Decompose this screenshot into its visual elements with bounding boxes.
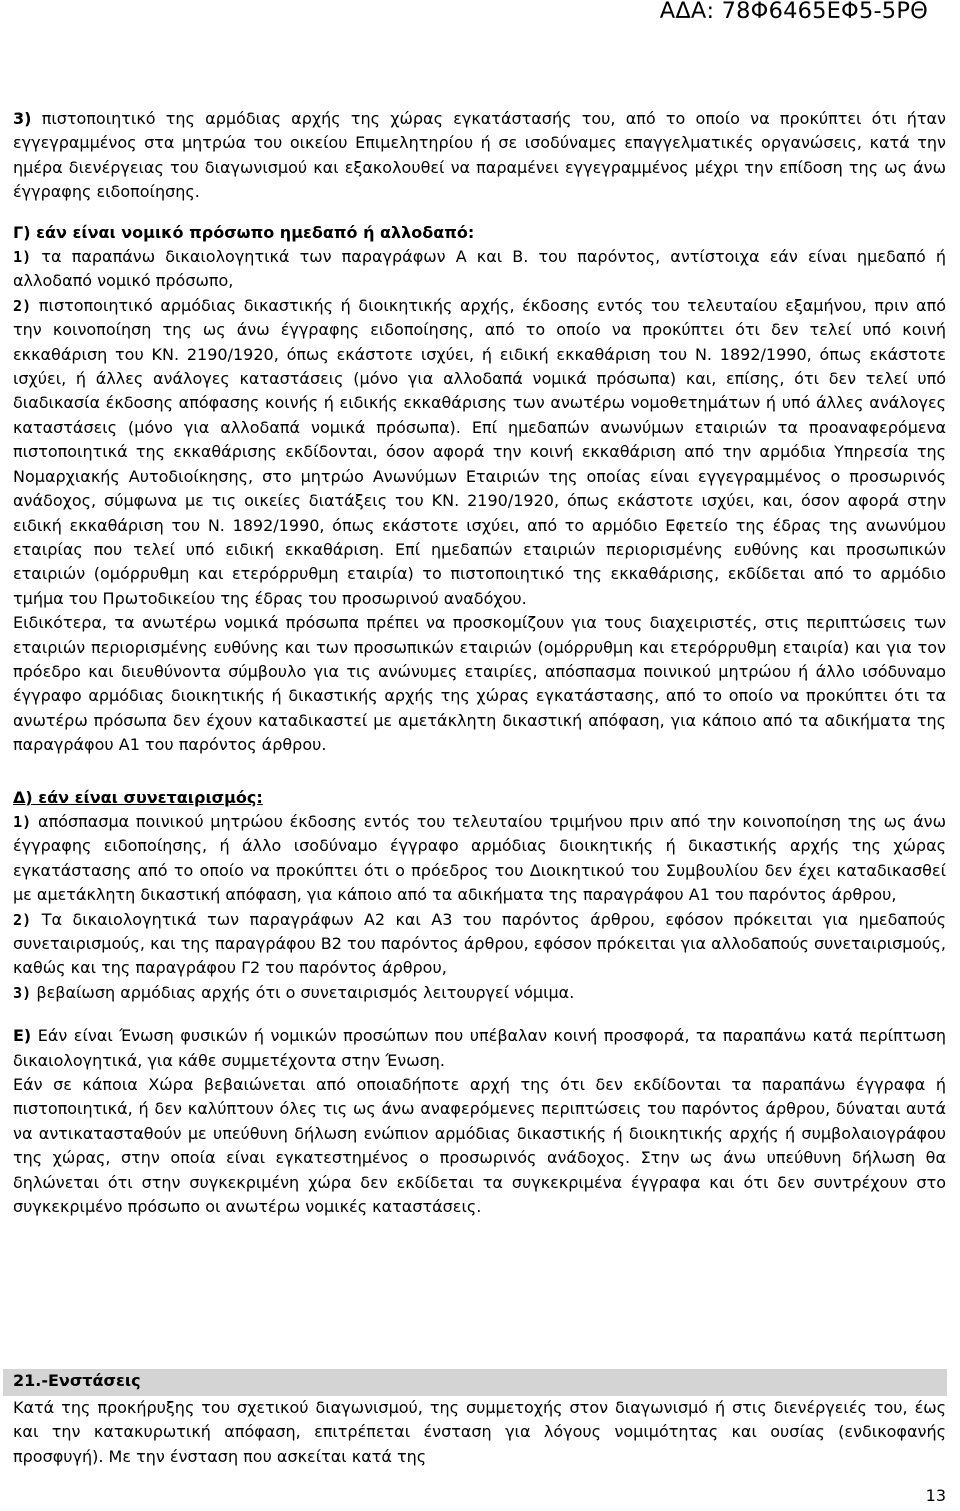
item-number: 3) (13, 983, 32, 1002)
paragraph-text: πιστοποιητικό της αρμόδιας αρχής της χώρας εγκατάστασής του, από το οποίο να προκύπτει ότι ήταν εγγεγραμμένος στα μητρώα του οικείου Επιμελητηρίου ή σε ισοδύναμες επαγγελματικές οργανώσεις, κατά την ημέρα διενέργειας του διαγωνισμού και εξακολουθεί να παραμένει εγγεγραμμένος μέχρι την επίδοση της ως άνω έγγραφης ειδοποίησης. (13, 109, 946, 202)
heading-e: Ε) (13, 1026, 32, 1046)
ada-code: ΑΔΑ: 78Φ6465ΕΦ5-5ΡΘ (659, 0, 928, 24)
g-item-2 (13, 294, 946, 611)
item-text: απόσπασμα ποινικού μητρώου έκδοσης εντός του τελευταίου τριμήνου πριν από την κοινοποίηση της ως άνω έγγραφης ειδοποίησης, ή άλλο ισοδύναμο έγγραφο αρμόδιας διοικητικής ή δικαστικής αρχής της χώρας εγκατάστασης από το οποίο να προκύπτει ότι ο πρόεδρος του Διοικητικού του Συμβουλίου δεν έχει καταδικασθεί με αμετάκλητη δικαστική απόφαση, για κάποιο από τα αδικήματα της παραγράφου Α1 του παρόντος άρθρου, (13, 811, 947, 905)
e-text-1: Εάν είναι Ένωση φυσικών ή νομικών προσώπων που υπέβαλαν κοινή προσφορά, τα παραπάνω κατά περίπτωση δικαιολογητικά, για κάθε συμμετέχοντα στην Ένωση. (13, 1026, 946, 1070)
heading-text: εάν είναι συνεταιρισμός: (32, 787, 263, 807)
g-item-1 (13, 245, 946, 294)
document-body (13, 107, 946, 1219)
page-number: 13 (925, 1486, 946, 1505)
g-extra: Ειδικότερα, τα ανωτέρω νομικά πρόσωπα πρέπει να προσκομίζουν για τους διαχειριστές, στις περιπτώσεις των εταιριών περιορισμένης ευθύνης και των προσωπικών εταιριών (ομόρρυθμη και ετερόρρυθμη εταιρία) και για τον πρόεδρο και διευθύνοντα σύμβουλο για τις ανώνυμες εταιρίες, απόσπασμα ποινικού μητρώου ή άλλο ισόδυναμο έγγραφο αρμόδιας διοικητικής ή δικαστικής αρχής της χώρας εγκατάστασης, από το οποίο να προκύπτει ότι τα ανωτέρω πρόσωπα δεν έχουν καταδικαστεί με αμετάκλητη δικαστική απόφαση, για κάποιο από τα αδικήματα της παραγράφου Α1 του παρόντος άρθρου. (13, 613, 946, 755)
d-item-2 (13, 908, 946, 981)
item-text: Τα δικαιολογητικά των παραγράφων Α2 και Α3 του παρόντος άρθρου, εφόσον πρόκειται για ημεδαπούς συνεταιρισμούς, και της παραγράφου Β2 του παρόντος άρθρου, εφόσον πρόκειται για αλλοδαπούς συνεταιρισμούς, καθώς και της παραγράφου Γ2 του παρόντος άρθρου, (13, 909, 946, 978)
item-number: 2) (13, 910, 32, 929)
item-number: 1) (13, 812, 32, 831)
section-21-text: Κατά της προκήρυξης του σχετικού διαγωνισμού, της συμμετοχής στον διαγωνισμό ή στις διενέργειές του, έως και την κατακυρωτική απόφαση, επιτρέπεται ένσταση για λόγους νομιμότητας και ουσίας (ενδικοφανής προσφυγή). Με την ένσταση που ασκείται κατά της (13, 1398, 946, 1466)
item-number: 1) (13, 248, 32, 267)
section-21-bar (3, 1369, 947, 1396)
item-number: 2) (13, 296, 32, 315)
item-text: τα παραπάνω δικαιολογητικά των παραγράφων Α και Β. του παρόντος, αντίστοιχα εάν είναι ημεδαπό ή αλλοδαπό νομικό πρόσωπο, (13, 247, 946, 291)
section-21-body (13, 1396, 946, 1469)
heading-g: Γ) εάν είναι νομικό πρόσωπο ημεδαπό ή αλλοδαπό: (13, 222, 475, 242)
item-number: 3) (13, 109, 32, 128)
d-item-3 (13, 981, 946, 1005)
e-paragraph-2: Εάν σε κάποια Χώρα βεβαιώνεται από οποιαδήποτε αρχή της ότι δεν εκδίδονται τα παραπάνω έγγραφα ή πιστοποιητικά, ή δεν καλύπτουν όλες τις ως άνω αναφερόμενες περιπτώσεις του παρόντος άρθρου, δύναται αυτά να αντικατασταθούν με υπεύθυνη δήλωση ενώπιον αρμόδιας δικαστικής ή διοικητικής αρχής ή συμβολαιογράφου της χώρας, στην οποία είναι εγκατεστημένος ο προσωρινός ανάδοχος. Στην ως άνω υπεύθυνη δήλωση θα δηλώνεται ότι στην συγκεκριμένη χώρα δεν εκδίδεται τα συγκεκριμένα έγγραφα και ότι δεν συντρέχουν στο συγκεκριμένο πρόσωπο οι ανωτέρω νομικές καταστάσεις. (13, 1075, 946, 1217)
heading-d (13, 786, 946, 810)
item-text: πιστοποιητικό αρμόδιας δικαστικής ή διοικητικής αρχής, έκδοσης εντός του τελευταίου εξαμήνου, πριν από την κοινοποίηση της ως άνω έγγραφης ειδοποίησης, από το οποίο να προκύπτει ότι δεν τελεί υπό κοινή εκκαθάριση του ΚΝ. 2190/1920, όπως εκάστοτε ισχύει, ή ειδική εκκαθάριση του Ν. 1892/1990, όπως εκάστοτε ισχύει, ή άλλες ανάλογες καταστάσεις (μόνο για αλλοδαπά νομικά πρόσωπα) και, επίσης, ότι δεν τελεί υπό διαδικασία έκδοσης απόφασης κοινής ή ειδικής εκκαθάρισης των ανωτέρω νομοθετημάτων ή υπό άλλες ανάλογες καταστάσεις (μόνο για αλλοδαπά νομικά πρόσωπα). Επί ημεδαπών ανωνύμων εταιριών τα προαναφερόμενα πιστοποιητικά της εκκαθάρισης εκδίδονται, όσον αφορά την κοινή εκκαθάριση από την αρμόδια Υπηρεσία της Νομαρχιακής Αυτοδιοίκησης, στο μητρώο Ανωνύμων Εταιριών της οποίας είναι εγγεγραμμένος ο προσωρινός ανάδοχος, σύμφωνα με τις οικείες διατάξεις του ΚΝ. 2190/1920, όπως εκάστοτε ισχύει, και, όσον αφορά στην ειδική εκκαθάριση του Ν. 1892/1990, όπως εκάστοτε ισχύει, από το αρμόδιο Εφετείο της έδρας της ανωνύμου εταιρίας που τελεί υπό ειδική εκκαθάριση. Επί ημεδαπών εταιριών περιορισμένης ευθύνης και προσωπικών εταιριών (ομόρρυθμη και ετερόρρυθμη εταιρία) το πιστοποιητικό της εκκαθάρισης, εκδίδεται από το αρμόδιο τμήμα του Πρωτοδικείου της έδρας του προσωρινού αναδόχου. (13, 295, 946, 608)
section-21-title: 21.-Ενστάσεις (13, 1371, 141, 1390)
heading-prefix: Δ) (13, 787, 33, 807)
item-text: βεβαίωση αρμόδιας αρχής ότι ο συνεταιρισμός λειτουργεί νόμιμα. (36, 982, 575, 1002)
d-item-1 (13, 810, 946, 908)
paragraph-3 (13, 107, 946, 205)
e-paragraph (13, 1024, 946, 1073)
